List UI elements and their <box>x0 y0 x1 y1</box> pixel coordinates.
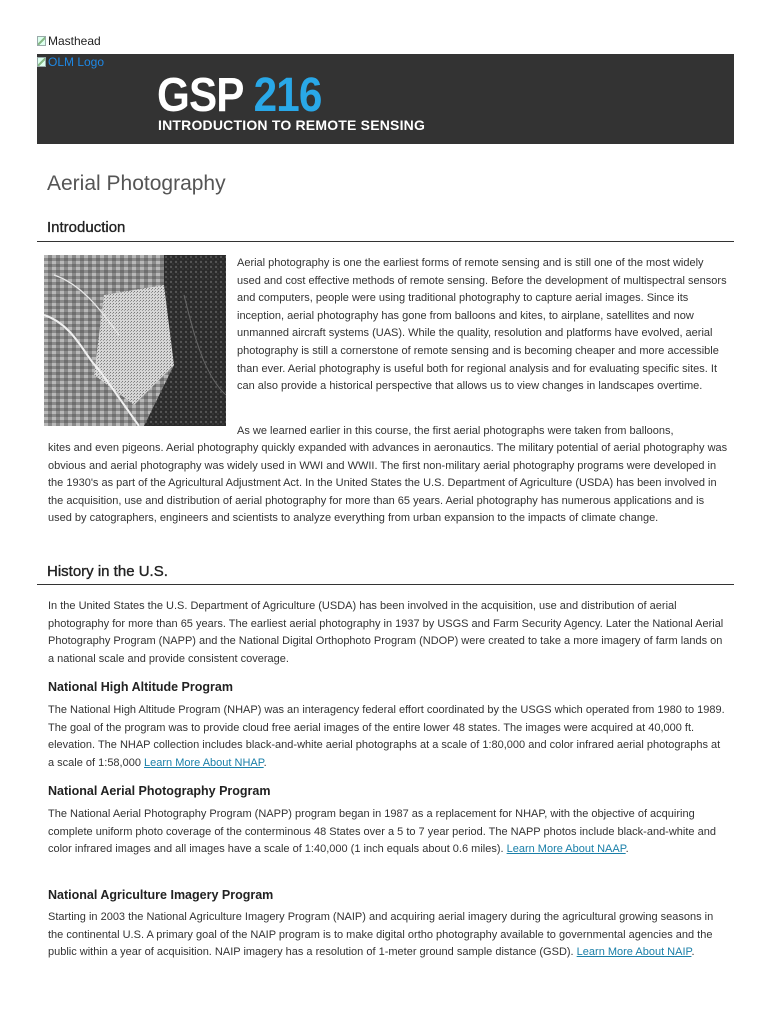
masthead-alt-text: Masthead <box>48 34 101 48</box>
olm-logo-alt-text: OLM Logo <box>48 55 105 69</box>
subheading-naip: National Agriculture Imagery Program <box>48 888 274 902</box>
intro-paragraph-2: kites and even pigeons. Aerial photography quickly expanded with advances in aeronautics. The military potential of aerial photography was obvious and aerial photography was widely used in WWI and WWII. The first non-military aerial photography programs were developed in the 1930's as part of the Agricultural Adjustment Act. In the United States the U.S. Department of Agriculture (USDA) has been involved in the acquisition, use and distribution of aerial photography for more than 65 years. Aerial photography has numerous applications and is used by catographers, engineers and scientists to analyze everything from urban expansion to the impacts of climate change. <box>48 442 728 525</box>
broken-image-icon <box>37 36 46 46</box>
nhap-paragraph <box>48 702 728 772</box>
course-code <box>157 69 322 122</box>
subheading-nhap: National High Altitude Program <box>48 680 233 694</box>
subheading-napp: National Aerial Photography Program <box>48 784 271 798</box>
napp-paragraph <box>48 806 728 859</box>
napp-text: The National Aerial Photography Program (NAPP) program began in 1987 as a replacement for NHAP, with the objective of acquiring complete uniform photo coverage of the conterminous 48 States over a 5 to 7 year period. The NAPP photos include black-and-white and color infrared images and all images have a scale of 1:40,000 (1 inch equals about 0.6 miles). <box>48 808 716 856</box>
section-divider <box>37 241 734 242</box>
learn-more-naip-link[interactable]: Learn More About NAIP <box>576 946 692 959</box>
broken-image-icon <box>37 57 46 67</box>
learn-more-nhap-link[interactable]: Learn More About NHAP <box>144 756 264 769</box>
course-title: INTRODUCTION TO REMOTE SENSING <box>158 117 426 133</box>
section-heading-history: History in the U.S. <box>47 563 168 580</box>
masthead-image <box>37 34 101 48</box>
course-code-number: 216 <box>253 69 322 122</box>
aerial-photo-image <box>44 255 226 426</box>
nhap-tail: . <box>263 756 267 769</box>
history-paragraph: In the United States the U.S. Department of Agriculture (USDA) has been involved in the acquisition, use and distribution of aerial photography for more than 65 years. The earliest aerial photography in 1937 by USGS and Farm Security Agency. Later the National Aerial Photography Program (NAPP) and the National Digital Orthophoto Program (NDOP) were created to take a more imagery of farm lands on a national scale and provide consistent coverage. <box>48 600 724 665</box>
page-title: Aerial Photography <box>47 172 226 195</box>
olm-logo-link[interactable] <box>37 55 104 69</box>
section-heading-introduction: Introduction <box>47 219 126 236</box>
section-divider <box>37 584 734 585</box>
naip-text: Starting in 2003 the National Agriculture Imagery Program (NAIP) and acquiring aerial imagery during the agricultural growing seasons in the continental U.S. A primary goal of the NAIP program is to make digital ortho photography available to governmental agencies and the public within a year of acquisition. NAIP imagery has a resolution of 1-meter ground sample distance (GSD). <box>48 911 714 959</box>
naip-paragraph <box>48 909 728 962</box>
napp-tail: . <box>625 843 629 856</box>
course-code-prefix: GSP <box>157 69 243 122</box>
intro-paragraph: Aerial photography is one the earliest forms of remote sensing and is still one of the most widely used and cost effective methods of remote sensing. Before the development of multispectral sensors and computers, people were using traditional photography to capture aerial images. Since its inception, aerial photography has gone from balloons and kites, to airplane, satellites and now unmanned aircraft systems (UAS). While the quality, resolution and platforms have evolved, aerial photography is still a cornerstone of remote sensing and is becoming cheaper and more accessible than ever. Aerial photography is useful both for regional analysis and for evaluating specific sites. It can also provide a historical perspective that allows us to view changes in landscapes overtime. <box>237 257 727 393</box>
intro-paragraph-2-lead: As we learned earlier in this course, the first aerial photographs were taken from balloons, <box>237 425 674 437</box>
nhap-text: The National High Altitude Program (NHAP) was an interagency federal effort coordinated by the USGS which operated from 1980 to 1989. The goal of the program was to provide cloud free aerial images of the entire lower 48 states. The images were acquired at 40,000 ft. elevation. The NHAP collection includes black-and-white aerial photographs at a scale of 1:80,000 and color infrared aerial photographs at a scale of 1:58,000 <box>48 704 725 769</box>
naip-tail: . <box>691 946 695 959</box>
learn-more-napp-link[interactable]: Learn More About NAAP <box>506 843 626 856</box>
